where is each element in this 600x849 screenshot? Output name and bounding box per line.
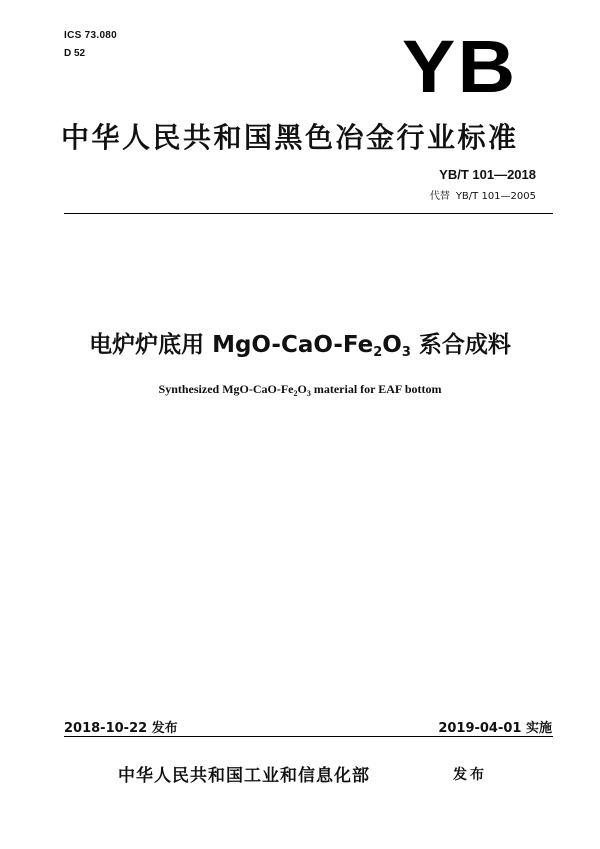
ics-code: ICS 73.080 [64, 30, 118, 41]
replaces-number: YB/T 101—2005 [455, 191, 536, 202]
cn-title-mid: O [382, 332, 402, 358]
en-title-subscript-1: 2 [293, 389, 298, 398]
en-title-mid: O [297, 382, 307, 396]
standard-number: YB/T 101—2018 [439, 167, 536, 182]
replaces-label: 代替 [429, 191, 450, 202]
classification-code: D 52 [64, 48, 86, 59]
publisher-name: 中华人民共和国工业和信息化部 [118, 766, 370, 786]
issue-date: 2018-10-22 发布 [64, 721, 178, 736]
top-divider [64, 213, 553, 214]
implementation-date: 2019-04-01 实施 [438, 721, 552, 736]
en-title-subscript-2: 3 [306, 389, 311, 398]
en-title-prefix: Synthesized MgO-CaO-Fe [158, 382, 294, 396]
chinese-document-title [0, 326, 600, 360]
yb-logo: YB [402, 25, 518, 108]
en-title-suffix: material for EAF bottom [310, 382, 442, 396]
bottom-divider [64, 736, 553, 737]
english-document-title [0, 382, 600, 398]
standard-category-title: 中华人民共和国黑色冶金行业标准 [61, 121, 519, 154]
cn-title-subscript-2: 3 [401, 345, 411, 360]
cn-title-prefix: 电炉炉底用 MgO-CaO-Fe [89, 332, 374, 358]
replaces-line [430, 187, 536, 202]
publish-label: 发布 [453, 767, 487, 783]
cn-title-suffix: 系合成料 [410, 332, 511, 358]
cn-title-subscript-1: 2 [373, 345, 383, 360]
